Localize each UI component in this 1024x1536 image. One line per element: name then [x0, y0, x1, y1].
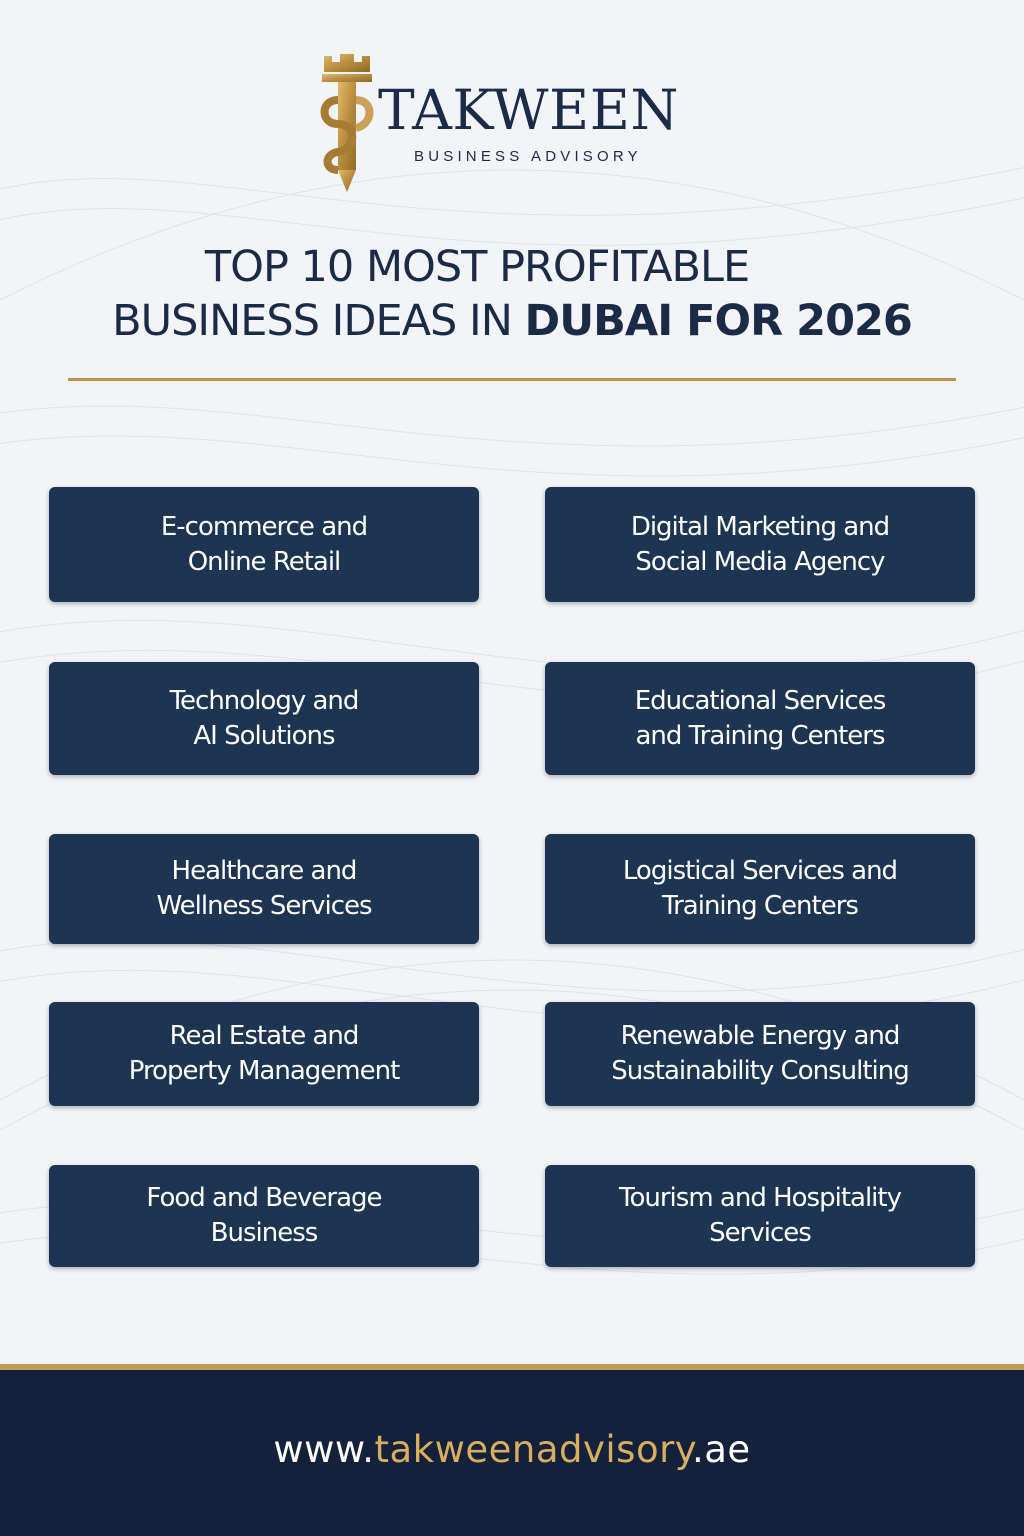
idea-card-digital-marketing	[545, 487, 975, 602]
idea-label: Technology and AI Solutions	[169, 685, 359, 751]
title-line-2-bold: DUBAI FOR 2026	[524, 296, 912, 346]
title-line-2-regular: BUSINESS IDEAS IN	[112, 296, 525, 346]
idea-card-food-beverage	[49, 1165, 479, 1267]
title-divider	[68, 378, 956, 381]
idea-card-technology	[49, 662, 479, 775]
idea-card-tourism	[545, 1165, 975, 1267]
idea-label: Food and Beverage Business	[146, 1183, 382, 1248]
idea-card-real-estate	[49, 1002, 479, 1106]
url-suffix: .ae	[691, 1428, 751, 1471]
idea-card-ecommerce	[49, 487, 479, 602]
brand-name: TAKWEEN	[378, 78, 679, 142]
idea-label: Tourism and Hospitality Services	[619, 1183, 901, 1248]
page-title	[40, 240, 984, 348]
idea-label: Educational Services and Training Centers	[634, 685, 886, 751]
footer-bar	[0, 1370, 1024, 1536]
idea-card-education	[545, 662, 975, 775]
idea-label: E-commerce and Online Retail	[160, 511, 368, 577]
idea-card-logistics	[545, 834, 975, 944]
idea-label: Healthcare and Wellness Services	[156, 856, 372, 921]
url-domain: takweenadvisory	[374, 1428, 692, 1471]
website-link[interactable]	[0, 1428, 1024, 1472]
title-line-1: TOP 10 MOST PROFITABLE	[204, 242, 750, 292]
idea-label: Real Estate and Property Management	[128, 1021, 400, 1086]
idea-label: Digital Marketing and Social Media Agency	[630, 511, 890, 577]
idea-card-renewable-energy	[545, 1002, 975, 1106]
idea-card-healthcare	[49, 834, 479, 944]
title-line-2	[40, 294, 984, 348]
url-prefix: www.	[273, 1428, 375, 1471]
takween-emblem-icon	[318, 52, 376, 194]
brand-logo	[318, 52, 718, 194]
idea-label: Logistical Services and Training Centers	[622, 856, 898, 921]
brand-tagline: BUSINESS ADVISORY	[414, 148, 642, 165]
idea-label: Renewable Energy and Sustainability Consulting	[611, 1021, 909, 1086]
